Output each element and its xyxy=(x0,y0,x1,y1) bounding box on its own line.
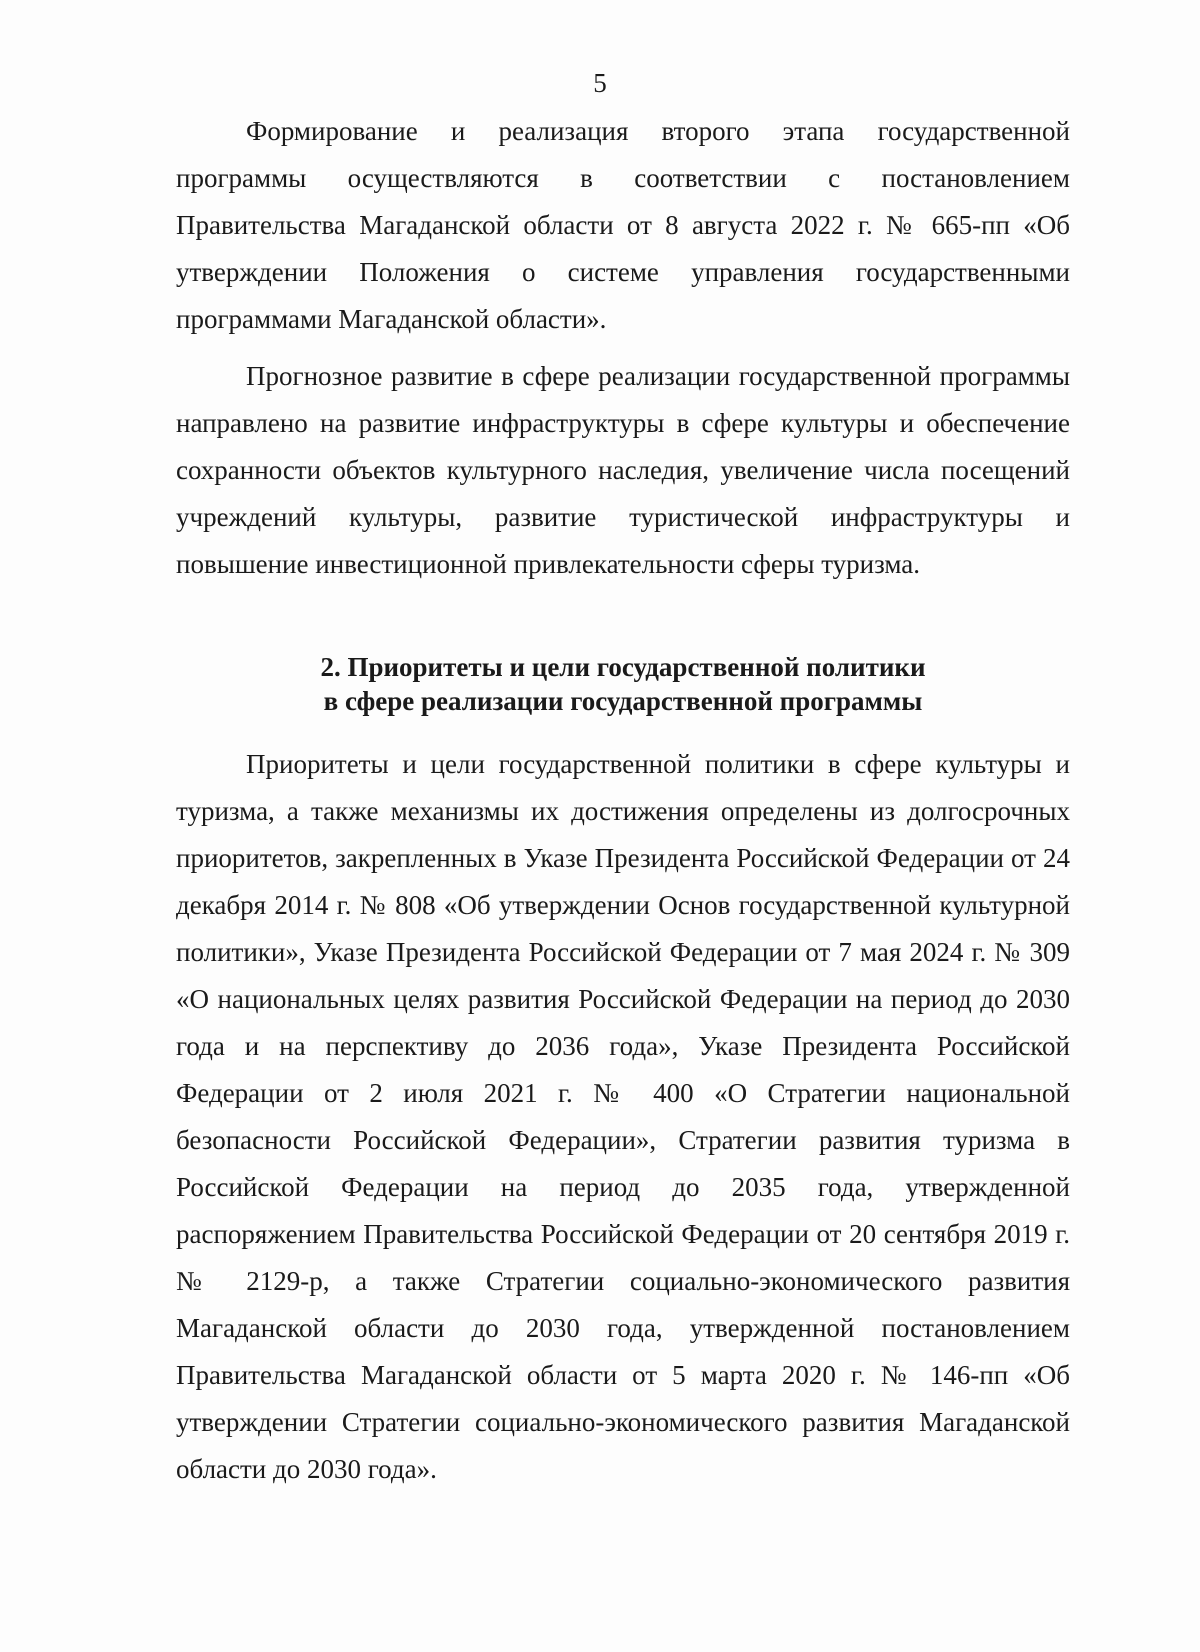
intro-paragraph-1-block xyxy=(176,108,1070,343)
paragraph: Формирование и реализация второго этапа государственной программы осуществляются в соответствии с постановлением Правительства Магаданской области от 8 августа 2022 г. № 665-пп «Об утверждении Положения о системе управления государственными программами Магаданской области». xyxy=(176,116,1070,334)
paragraph: Прогнозное развитие в сфере реализации государственной программы направлено на развитие инфраструктуры в сфере культуры и обеспечение сохранности объектов культурного наследия, увеличение числа посещений учреждений культуры, развитие туристической инфраструктуры и повышение инвестиционной привлекательности сферы туризма. xyxy=(176,361,1070,579)
section-heading-line-1: 2. Приоритеты и цели государственной политики xyxy=(320,652,926,682)
page-number: 5 xyxy=(593,68,607,98)
section-heading-line-2: в сфере реализации государственной программы xyxy=(323,686,923,716)
section-body xyxy=(176,741,1070,1493)
section-heading xyxy=(176,650,1070,718)
intro-paragraph-2-block xyxy=(176,353,1070,588)
paragraph: Приоритеты и цели государственной политики в сфере культуры и туризма, а также механизмы их достижения определены из долгосрочных приоритетов, закрепленных в Указе Президента Российской Федерации от 24 декабря 2014 г. № 808 «Об утверждении Основ государственной культурной политики», Указе Президента Российской Федерации от 7 мая 2024 г. № 309 «О национальных целях развития Российской Федерации на период до 2030 года и на перспективу до 2036 года», Указе Президента Российской Федерации от 2 июля 2021 г. № 400 «О Стратегии национальной безопасности Российской Федерации», Стратегии развития туризма в Российской Федерации на период до 2035 года, утвержденной распоряжением Правительства Российской Федерации от 20 сентября 2019 г. № 2129-р, а также Стратегии социально-экономического развития Магаданской области до 2030 года, утвержденной постановлением Правительства Магаданской области от 5 марта 2020 г. № 146-пп «Об утверждении Стратегии социально-экономического развития Магаданской области до 2030 года». xyxy=(176,749,1070,1484)
